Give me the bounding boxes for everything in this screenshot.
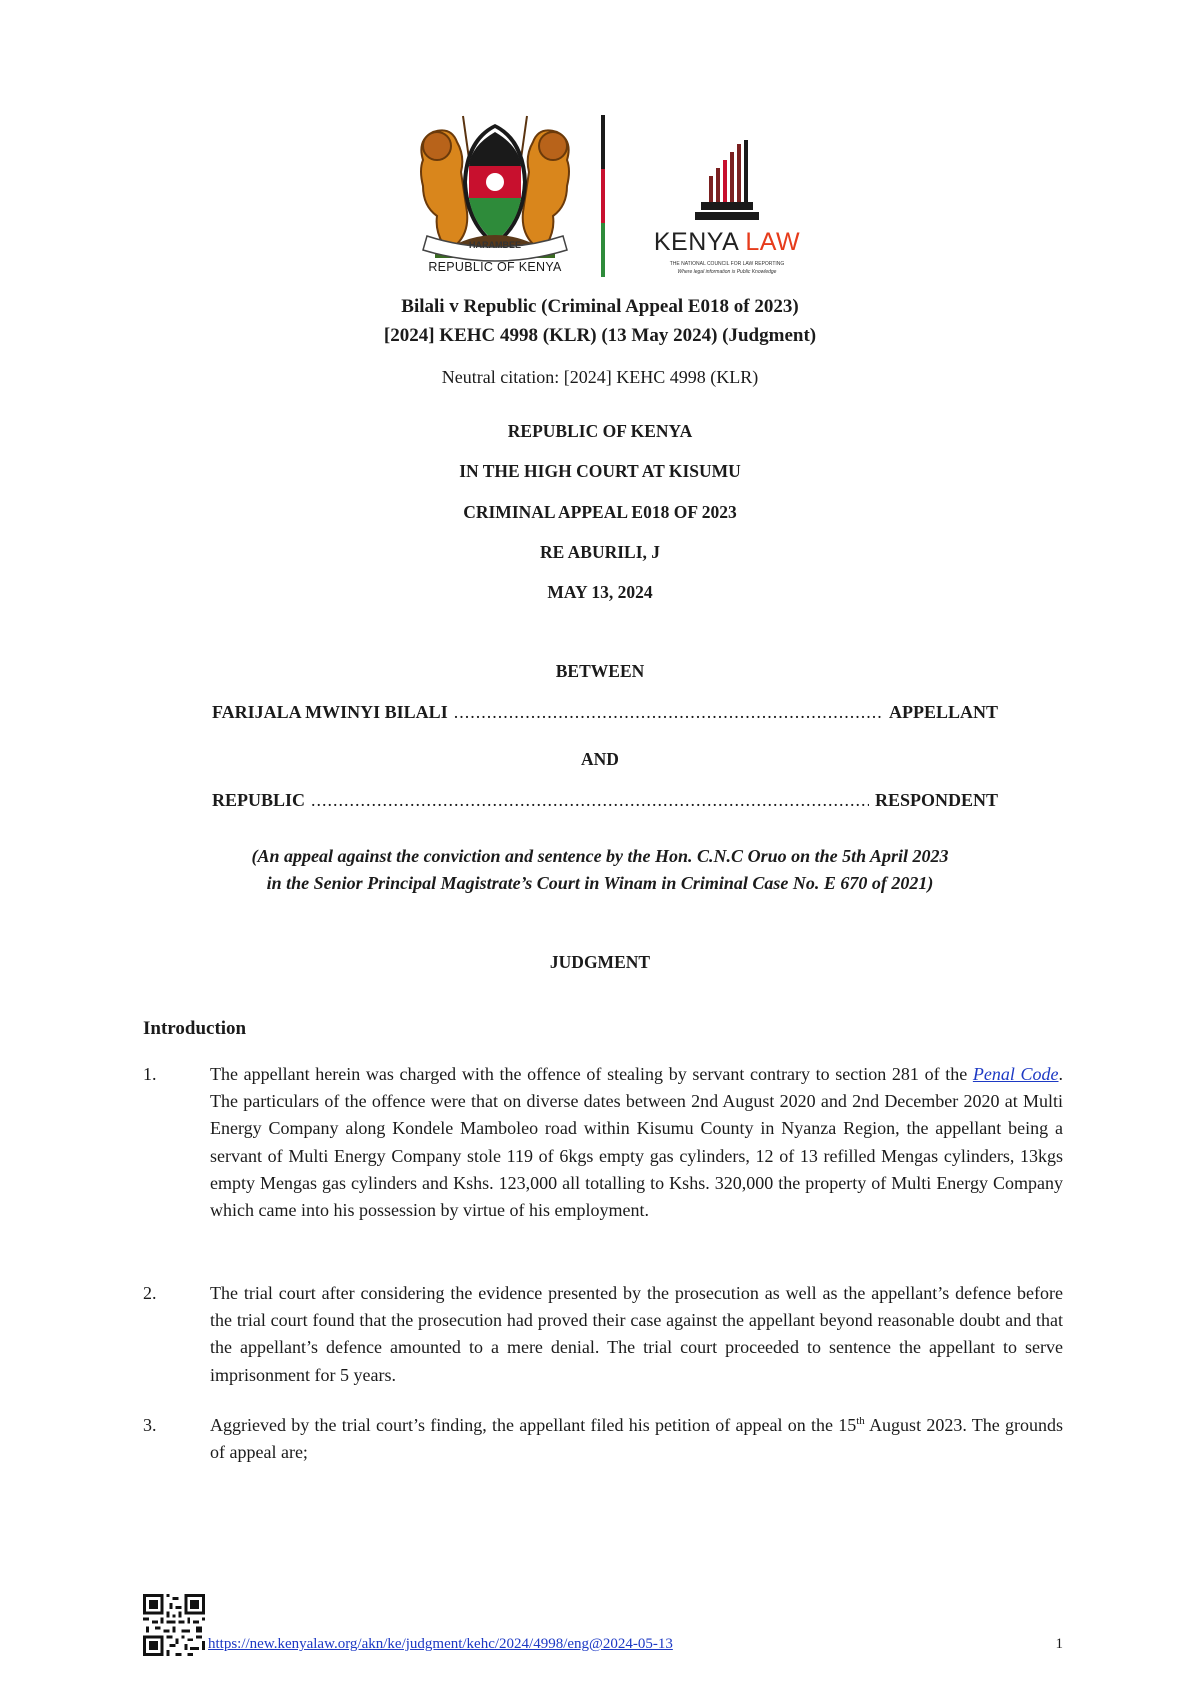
appeal-note (0, 843, 1200, 897)
paragraph-number: 3. (143, 1415, 157, 1435)
kenya-law-logo (627, 140, 827, 280)
between-heading: BETWEEN (555, 661, 645, 681)
kenya-law-pillar-icon (679, 140, 775, 226)
header-logos (405, 110, 825, 282)
appeal-note-line1: (An appeal against the conviction and sentence by the Hon. C.N.C Oruo on the 5th April 2023 (251, 846, 949, 866)
ordinal-suffix: th (856, 1415, 865, 1427)
date-heading: MAY 13, 2024 (547, 582, 653, 602)
respondent-line (212, 790, 998, 811)
respondent-role: RESPONDENT (874, 790, 998, 810)
introduction-heading: Introduction (143, 1018, 247, 1039)
country-heading: REPUBLIC OF KENYA (507, 421, 693, 441)
appellant-line (212, 702, 998, 723)
case-number-heading: CRIMINAL APPEAL E018 OF 2023 (463, 502, 737, 522)
leader-dots (311, 790, 869, 811)
coat-of-arms-icon (405, 110, 585, 282)
paragraph-1 (143, 1061, 1063, 1224)
paragraph-text: The appellant herein was charged with the offence of stealing by servant contrary to section 281 of the Penal Code. The particulars of the offence were that on diverse dates between 2nd August 2020 and 2nd December 2020 at Multi Energy Company along Kondele Mamboleo road within Kisumu County in Nyanza Region, the appellant being a servant of Multi Energy Company stole 119 of 6kgs empty gas cylinders, 12 of 13 refilled Mengas cylinders, 13kgs empty Mengas gas cylinders and Kshs. 123,000 all totalling to Kshs. 320,000 the property of Multi Energy Company which came into his possession by virtue of his employment. (210, 1064, 1064, 1221)
footer-url-link[interactable]: https://new.kenyalaw.org/akn/ke/judgment/kehc/2024/4998/eng@2024-05-13 (208, 1636, 673, 1652)
page-number: 1 (1055, 1636, 1063, 1652)
paragraph-text: The trial court after considering the evidence presented by the prosecution as well as the appellant’s defence before the trial court found that the prosecution had proved their case against the appellant beyond reasonable doubt and that the appellant’s defence amounted to a mere denial. The trial court proceeded to sentence the appellant to serve imprisonment for 5 years. (210, 1283, 1063, 1385)
kenya-law-tagline: THE NATIONAL COUNCIL FOR LAW REPORTING (669, 261, 785, 267)
kenya-law-motto: Where legal information is Public Knowledge (677, 269, 777, 275)
court-heading: IN THE HIGH COURT AT KISUMU (459, 461, 741, 481)
paragraph-3 (143, 1412, 1063, 1466)
respondent-name: REPUBLIC (212, 790, 306, 810)
coat-motto: HARAMBEE (468, 240, 522, 250)
leader-dots (454, 702, 883, 723)
qr-code-icon (143, 1594, 205, 1656)
coat-caption: REPUBLIC OF KENYA (428, 260, 562, 274)
flag-divider (601, 115, 605, 277)
appellant-role: APPELLANT (888, 702, 998, 722)
case-title-line2: [2024] KEHC 4998 (KLR) (13 May 2024) (Judgment) (383, 325, 817, 346)
kenya-law-name-part1: KENYA (653, 228, 738, 256)
judge-heading: RE ABURILI, J (539, 542, 661, 562)
appellant-name: FARIJALA MWINYI BILALI (212, 702, 448, 722)
and-heading: AND (581, 749, 619, 769)
kenya-law-wordmark (627, 228, 827, 257)
neutral-citation: Neutral citation: [2024] KEHC 4998 (KLR) (441, 367, 759, 387)
paragraph-2 (143, 1280, 1063, 1389)
judgment-heading: JUDGMENT (549, 952, 651, 972)
paragraph-number: 2. (143, 1283, 157, 1303)
penal-code-link[interactable]: Penal Code (972, 1064, 1059, 1084)
paragraph-number: 1. (143, 1064, 157, 1084)
case-title-line1: Bilali v Republic (Criminal Appeal E018 of 2023) (401, 296, 799, 317)
appeal-note-line2: in the Senior Principal Magistrate’s Court in Winam in Criminal Case No. E 670 of 2021) (266, 873, 934, 893)
kenya-law-name-part2: LAW (745, 228, 801, 256)
paragraph-text: Aggrieved by the trial court’s finding, the appellant filed his petition of appeal on the 15th August 2023. The grounds of appeal are; (210, 1415, 1064, 1463)
